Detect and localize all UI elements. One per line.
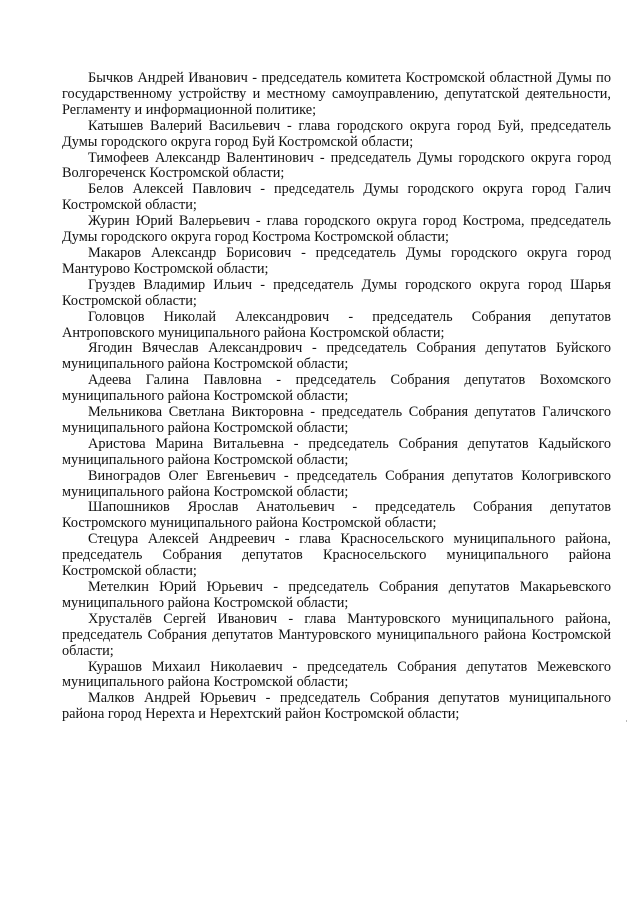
entry-stetsura: Стецура Алексей Андреевич - глава Красносельского муниципального района, председатель Собрания депутатов Красносельского муниципального района Костромской области;: [62, 531, 611, 580]
entry-adeeva: Адеева Галина Павловна - председатель Собрания депутатов Вохомского муниципального района Костромской области;: [62, 372, 611, 405]
entry-makarov: Макаров Александр Борисович - председатель Думы городского округа город Мантурово Костромской области;: [62, 244, 611, 277]
entry-vinogradov: Виноградов Олег Евгеньевич - председатель Собрания депутатов Кологривского муниципального района Костромской области;: [62, 467, 611, 500]
entry-katyshev: Катышев Валерий Васильевич - глава городского округа город Буй, председатель Думы городского округа город Буй Костромской области;: [62, 117, 611, 150]
entry-zhurin: Журин Юрий Валерьевич - глава городского округа город Кострома, председатель Думы городского округа город Кострома Костромской области;: [62, 213, 611, 246]
entry-aristova: Аристова Марина Витальевна - председатель Собрания депутатов Кадыйского муниципального района Костромской области;: [62, 435, 611, 468]
entry-timofeev: Тимофеев Александр Валентинович - председатель Думы городского округа город Волгореченск Костромской области;: [62, 149, 611, 182]
entry-malkov: Малков Андрей Юрьевич - председатель Собрания депутатов муниципального района город Нерехта и Нерехтский район Костромской области;: [62, 690, 611, 723]
document-page: [62, 71, 611, 723]
entry-gruzdev: Груздев Владимир Ильич - председатель Думы городского округа город Шарья Костромской области;: [62, 276, 611, 309]
scan-edge-mark: [626, 720, 627, 722]
entry-shaposhnikov: Шапошников Ярослав Анатольевич - председатель Собрания депутатов Костромского муниципального района Костромской области;: [62, 499, 611, 532]
entry-yagodin: Ягодин Вячеслав Александрович - председатель Собрания депутатов Буйского муниципального района Костромской области;: [62, 340, 611, 373]
entry-kurashov: Курашов Михаил Николаевич - председатель Собрания депутатов Межевского муниципального района Костромской области;: [62, 658, 611, 691]
entry-metelkin: Метелкин Юрий Юрьевич - председатель Собрания депутатов Макарьевского муниципального района Костромской области;: [62, 579, 611, 611]
entry-melnikova: Мельникова Светлана Викторовна - председатель Собрания депутатов Галичского муниципального района Костромской области;: [62, 404, 611, 436]
entry-khrustalev: Хрусталёв Сергей Иванович - глава Мантуровского муниципального района, председатель Собрания депутатов Мантуровского муниципального района Костромской области;: [62, 610, 611, 659]
entry-bychkov: Бычков Андрей Иванович - председатель комитета Костромской областной Думы по государственному устройству и местному самоуправлению, депутатской деятельности, Регламенту и информационной политике;: [62, 70, 611, 118]
entry-golovtsov: Головцов Николай Александрович - председатель Собрания депутатов Антроповского муниципального района Костромской области;: [62, 308, 611, 341]
entry-belov: Белов Алексей Павлович - председатель Думы городского округа город Галич Костромской области;: [62, 181, 611, 214]
